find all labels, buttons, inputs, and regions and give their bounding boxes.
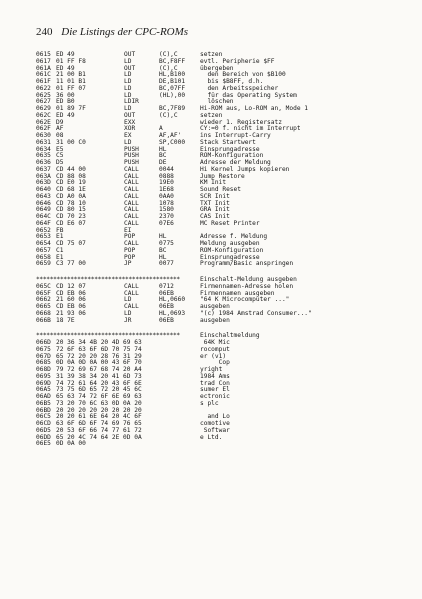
- listing-address: 06E5: [36, 440, 51, 448]
- listing-address: 06B5: [36, 399, 51, 407]
- listing-bytes: E5: [56, 145, 64, 153]
- listing-bytes: 31 00 C0: [56, 138, 86, 146]
- listing-address: 0640: [36, 186, 51, 193]
- listing-mnemonic: CALL: [124, 282, 139, 290]
- listing-operand: 19E0: [159, 179, 174, 187]
- page-title: Die Listings der CPC-ROMs: [61, 26, 189, 38]
- listing-mnemonic: CALL: [124, 199, 139, 207]
- listing-comment: Meldung ausgeben: [200, 240, 260, 247]
- listing-comment: den Arbeitsspeicher: [200, 84, 279, 92]
- listing-address: 0625: [36, 91, 51, 99]
- listing-bytes: 20 20 20 20 20 20 20 20: [56, 406, 142, 414]
- listing-bytes: CD E6 07: [56, 219, 86, 227]
- listing-comment: TXT Init: [200, 199, 230, 207]
- listing-mnemonic: CALL: [124, 206, 139, 214]
- listing-address: 0636: [36, 159, 51, 166]
- listing-operand: BC,F8FF: [159, 57, 186, 65]
- listing-comment: Hi Kernel Jumps kopieren: [200, 165, 290, 173]
- listing-comment: Firmennamen-Adresse holen: [200, 282, 294, 290]
- listing-bytes: CD A0 0A: [56, 192, 86, 200]
- listing-bytes: CD 12 07: [56, 282, 86, 290]
- listing-mnemonic: LDIR: [124, 98, 139, 106]
- listing-mnemonic: XOR: [124, 125, 136, 133]
- listing-comment: er (v1): [200, 352, 227, 360]
- listing-address: 062E: [36, 118, 51, 126]
- listing-row: [36, 221, 416, 228]
- listing-bytes: 20 53 6F 66 74 77 61 72: [56, 426, 142, 434]
- listing-address: 0634: [36, 145, 51, 153]
- listing-operand: HL: [159, 145, 167, 153]
- listing-comment: CAS Init: [200, 213, 230, 220]
- listing-operand: 0077: [159, 260, 174, 268]
- listing-comment: trad Con: [200, 379, 230, 387]
- listing-comment: ins Interrupt-Carry: [200, 132, 271, 139]
- listing-mnemonic: OUT: [124, 111, 136, 119]
- listing-comment: MC Reset Printer: [200, 219, 260, 227]
- page-number: 240: [36, 26, 53, 38]
- listing-address: 067D: [36, 352, 51, 360]
- listing-mnemonic: POP: [124, 233, 136, 241]
- listing-bytes: 65 20 4C 74 64 2E 0D 0A: [56, 433, 142, 441]
- listing-bytes: 0D 0A 00: [56, 440, 86, 448]
- listing-bytes: 08: [56, 132, 64, 139]
- listing-mnemonic: PUSH: [124, 145, 139, 153]
- listing-comment: SCR Init: [200, 192, 230, 200]
- listing-address: 0695: [36, 372, 51, 380]
- listing-address: 068D: [36, 366, 51, 373]
- listing-comment: s plc: [200, 399, 219, 407]
- listing-address: 0631: [36, 138, 51, 146]
- listing-operand: (HL),00: [159, 91, 186, 99]
- listing-mnemonic: OUT: [124, 64, 136, 72]
- listing-operand: 1078: [159, 199, 174, 207]
- listing-bytes: CD EB 06: [56, 289, 86, 297]
- listing-bytes: CD 80 15: [56, 206, 86, 214]
- listing-mnemonic: CALL: [124, 240, 139, 247]
- listing-comment: ROM-Konfiguration: [200, 246, 264, 254]
- listing-mnemonic: PUSH: [124, 152, 139, 160]
- listing-mnemonic: CALL: [124, 303, 139, 310]
- listing-address: 0685: [36, 359, 51, 367]
- listing-bytes: C1: [56, 246, 64, 254]
- listing-bytes: FB: [56, 226, 64, 234]
- listing-address: 0637: [36, 165, 51, 173]
- listing-comment: Adresse f. Meldung: [200, 233, 268, 241]
- listing-address: 0658: [36, 253, 51, 261]
- listing-bytes: 0D 0A 0D 0A 00 43 6F 70: [56, 359, 142, 367]
- listing-address: 061C: [36, 71, 51, 79]
- listing-bytes: 01 89 7F: [56, 105, 86, 112]
- listing-comment: comotive: [200, 420, 230, 427]
- listing-comment: Firmennamen ausgeben: [200, 289, 275, 297]
- listing-mnemonic: POP: [124, 253, 136, 261]
- listing-comment: für das Operating System: [200, 91, 297, 99]
- listing-mnemonic: LD: [124, 138, 132, 146]
- listing-mnemonic: CALL: [124, 172, 139, 180]
- listing-address: 06BD: [36, 406, 51, 414]
- listing-address: 06CD: [36, 420, 51, 427]
- listing-operand: HL,B100: [159, 71, 186, 79]
- listing-mnemonic: CALL: [124, 213, 139, 220]
- listing-bytes: 65 63 74 72 6F 6E 69 63: [56, 393, 142, 400]
- listing-operand: 0712: [159, 282, 174, 290]
- listing-operand: AF,AF': [159, 132, 182, 139]
- listing-row: [36, 106, 416, 113]
- listing-mnemonic: CALL: [124, 179, 139, 187]
- listing-address: 062C: [36, 111, 51, 119]
- listing-bytes: 65 72 20 20 28 76 31 29: [56, 352, 142, 360]
- listing-mnemonic: CALL: [124, 186, 139, 193]
- listing-comment: ROM-Konfiguration: [200, 152, 264, 160]
- listing-address: 0653: [36, 233, 51, 241]
- listing-bytes: 72 6F 63 6F 6D 70 75 74: [56, 345, 142, 353]
- listing-comment: ausgeben: [200, 316, 230, 324]
- section-separator-stars: ******************************************: [36, 276, 180, 283]
- listing-row: [36, 441, 416, 448]
- listing-bytes: 79 72 69 67 68 74 20 A4: [56, 366, 142, 373]
- listing-address: 0635: [36, 152, 51, 160]
- listing-comment: evtl. Peripherie $FF: [200, 57, 275, 65]
- listing-operand: 1E68: [159, 186, 174, 193]
- listing-bytes: 63 6F 6D 6F 74 69 76 65: [56, 420, 142, 427]
- listing-comment: CY:=0 f. nicht im Interrupt: [200, 125, 301, 133]
- listing-bytes: E1: [56, 233, 64, 241]
- listing-comment: Cop: [200, 359, 230, 367]
- listing-mnemonic: EI: [124, 226, 132, 234]
- listing-comment: bis $B8FF, d.h.: [200, 78, 264, 85]
- listing-operand: 06EB: [159, 316, 174, 324]
- listing-address: 0630: [36, 132, 51, 139]
- listing-comment: Softwar: [200, 426, 230, 434]
- listing-comment: übergeben: [200, 64, 234, 72]
- listing-mnemonic: EXX: [124, 118, 136, 126]
- listing-address: 0654: [36, 240, 51, 247]
- listing-bytes: 01 FF 07: [56, 84, 86, 92]
- listing-address: 0622: [36, 84, 51, 92]
- listing-comment: 1984 Ams: [200, 372, 230, 380]
- listing-mnemonic: LD: [124, 84, 132, 92]
- listing-address: 065C: [36, 282, 51, 290]
- listing-address: 06DD: [36, 433, 51, 441]
- listing-address: 064C: [36, 213, 51, 220]
- listing-operand: BC,7F89: [159, 105, 186, 112]
- section-title: Einschalt-Meldung ausgeben: [200, 276, 297, 283]
- section-separator-stars: ******************************************: [36, 332, 180, 340]
- listing-address: 062F: [36, 125, 51, 133]
- listing-operand: BC,07FF: [159, 84, 186, 92]
- listing-address: 063A: [36, 172, 51, 180]
- listing-address: 06D5: [36, 426, 51, 434]
- listing-address: 0646: [36, 199, 51, 207]
- listing-bytes: CD E0 19: [56, 179, 86, 187]
- listing-bytes: CD 78 10: [56, 199, 86, 207]
- page-header: [36, 26, 188, 38]
- listing-bytes: 20 36 34 4B 20 4D 69 63: [56, 339, 142, 346]
- listing-address: 065F: [36, 289, 51, 297]
- listing-bytes: 21 00 B1: [56, 71, 86, 79]
- listing-comment: setzen: [200, 51, 223, 58]
- listing-comment: löschen: [200, 98, 234, 106]
- listing-operand: SP,C000: [159, 138, 186, 146]
- listing-bytes: AF: [56, 125, 64, 133]
- listing-bytes: 74 72 61 64 20 43 6F 6E: [56, 379, 142, 387]
- listing-mnemonic: CALL: [124, 289, 139, 297]
- listing-address: 0665: [36, 303, 51, 310]
- listing-bytes: ED 49: [56, 111, 75, 119]
- listing-address: 066B: [36, 316, 51, 324]
- listing-address: 0615: [36, 51, 51, 58]
- listing-comment: Stack Startwert: [200, 138, 256, 146]
- listing-operand: 0775: [159, 240, 174, 247]
- listing-operand: BC: [159, 246, 167, 254]
- listing-comment: 64K Mic: [200, 339, 230, 346]
- listing-address: 0668: [36, 309, 51, 317]
- listing-address: 0643: [36, 192, 51, 200]
- listing-address: 06A5: [36, 386, 51, 394]
- listing-mnemonic: OUT: [124, 51, 136, 58]
- listing-mnemonic: JR: [124, 316, 132, 324]
- listing-bytes: CD 70 23: [56, 213, 86, 220]
- listing-mnemonic: LD: [124, 91, 132, 99]
- listing-bytes: ED B0: [56, 98, 75, 106]
- listing-comment: Einsprungadresse: [200, 145, 260, 153]
- listing-comment: Adresse der Meldung: [200, 159, 271, 166]
- listing-address: 06AD: [36, 393, 51, 400]
- listing-comment: Einsprungadresse: [200, 253, 260, 261]
- listing-bytes: ED 49: [56, 51, 75, 58]
- listing-bytes: ED 49: [56, 64, 75, 72]
- listing-operand: 06EB: [159, 303, 174, 310]
- listing-operand: BC: [159, 152, 167, 160]
- listing-comment: "(c) 1984 Amstrad Consumer...": [200, 309, 312, 317]
- listing-bytes: 73 20 70 6C 63 0D 0A 20: [56, 399, 142, 407]
- listing-comment: ausgeben: [200, 303, 230, 310]
- listing-operand: 1580: [159, 206, 174, 214]
- listing-mnemonic: CALL: [124, 219, 139, 227]
- listing-comment: ectronic: [200, 393, 230, 400]
- listing-mnemonic: LD: [124, 57, 132, 65]
- listing-operand: HL: [159, 253, 167, 261]
- listing-bytes: 36 00: [56, 91, 75, 99]
- listing-mnemonic: CALL: [124, 192, 139, 200]
- listing-row: [36, 174, 416, 181]
- listing-bytes: CD 44 00: [56, 165, 86, 173]
- listing-bytes: CD 88 08: [56, 172, 86, 180]
- listing-mnemonic: LD: [124, 105, 132, 112]
- listing-comment: and Lo: [200, 413, 230, 421]
- listing-operand: HL,0693: [159, 309, 186, 317]
- listing-bytes: E1: [56, 253, 64, 261]
- listing-mnemonic: LD: [124, 71, 132, 79]
- listing-comment: e Ltd.: [200, 433, 223, 441]
- listing-address: 0649: [36, 206, 51, 214]
- listing-comment: Programm/Basic anspringen: [200, 260, 294, 268]
- listing-bytes: 11 01 B1: [56, 78, 86, 85]
- listing-comment: Sound Reset: [200, 186, 241, 193]
- listing-address: 06C5: [36, 413, 51, 421]
- listing-bytes: 18 7E: [56, 316, 75, 324]
- listing-bytes: 21 60 06: [56, 296, 86, 304]
- listing-address: 0617: [36, 57, 51, 65]
- listing-bytes: 73 75 6D 65 72 20 45 6C: [56, 386, 142, 394]
- listing-comment: Jump Restore: [200, 172, 245, 180]
- listing-comment: setzen: [200, 111, 223, 119]
- listing-operand: 06EB: [159, 289, 174, 297]
- listing-mnemonic: POP: [124, 246, 136, 254]
- listing-operand: 0044: [159, 165, 174, 173]
- listing-bytes: C3 77 00: [56, 260, 86, 268]
- listing-address: 063D: [36, 179, 51, 187]
- listing-address: 0662: [36, 296, 51, 304]
- listing-mnemonic: LD: [124, 296, 132, 304]
- listing-address: 0659: [36, 260, 51, 268]
- listing-bytes: D9: [56, 118, 64, 126]
- listing-operand: 0AA0: [159, 192, 174, 200]
- listing-mnemonic: LD: [124, 78, 132, 85]
- listing-comment: Hi-ROM aus, Lo-ROM an, Mode 1: [200, 105, 309, 112]
- listing-operand: 07E6: [159, 219, 174, 227]
- assembly-listing: [36, 52, 416, 448]
- listing-bytes: CD 75 07: [56, 240, 86, 247]
- listing-address: 0652: [36, 226, 51, 234]
- listing-address: 0657: [36, 246, 51, 254]
- listing-operand: A: [159, 125, 163, 133]
- listing-operand: DE: [159, 159, 167, 166]
- listing-row: [36, 318, 416, 325]
- listing-address: 0675: [36, 345, 51, 353]
- listing-bytes: 31 39 38 34 20 41 6D 73: [56, 372, 142, 380]
- listing-operand: HL,0660: [159, 296, 186, 304]
- listing-bytes: 20 20 61 6E 64 20 4C 6F: [56, 413, 142, 421]
- listing-comment: KM Init: [200, 179, 227, 187]
- listing-row: [36, 261, 416, 268]
- listing-mnemonic: JP: [124, 260, 132, 268]
- listing-address: 061A: [36, 64, 51, 72]
- listing-operand: HL: [159, 233, 167, 241]
- listing-operand: 2370: [159, 213, 174, 220]
- listing-operand: DE,B101: [159, 78, 186, 85]
- section-title: Einschaltmeldung: [200, 332, 260, 340]
- listing-address: 0629: [36, 105, 51, 112]
- listing-bytes: C5: [56, 152, 64, 160]
- listing-operand: (C),C: [159, 51, 178, 58]
- listing-operand: (C),C: [159, 111, 178, 119]
- listing-address: 064F: [36, 219, 51, 227]
- listing-mnemonic: EX: [124, 132, 132, 139]
- listing-bytes: D5: [56, 159, 64, 166]
- listing-address: 0627: [36, 98, 51, 106]
- listing-bytes: CD 68 1E: [56, 186, 86, 193]
- listing-row: [36, 435, 416, 442]
- listing-address: 061F: [36, 78, 51, 85]
- listing-bytes: CD EB 06: [56, 303, 86, 310]
- listing-comment: rocomput: [200, 345, 230, 353]
- listing-address: 066D: [36, 339, 51, 346]
- listing-comment: wieder 1. Registersatz: [200, 118, 282, 126]
- listing-comment: GRA Init: [200, 206, 230, 214]
- listing-comment: den Bereich von $B100: [200, 71, 286, 79]
- listing-bytes: 21 93 06: [56, 309, 86, 317]
- listing-mnemonic: CALL: [124, 165, 139, 173]
- listing-comment: "64 K Microcomputer ...": [200, 296, 290, 304]
- listing-comment: yright: [200, 366, 223, 373]
- listing-comment: sumer El: [200, 386, 230, 394]
- listing-bytes: 01 FF F8: [56, 57, 86, 65]
- listing-operand: 0888: [159, 172, 174, 180]
- listing-mnemonic: LD: [124, 309, 132, 317]
- listing-address: 069D: [36, 379, 51, 387]
- listing-mnemonic: PUSH: [124, 159, 139, 166]
- listing-operand: (C),C: [159, 64, 178, 72]
